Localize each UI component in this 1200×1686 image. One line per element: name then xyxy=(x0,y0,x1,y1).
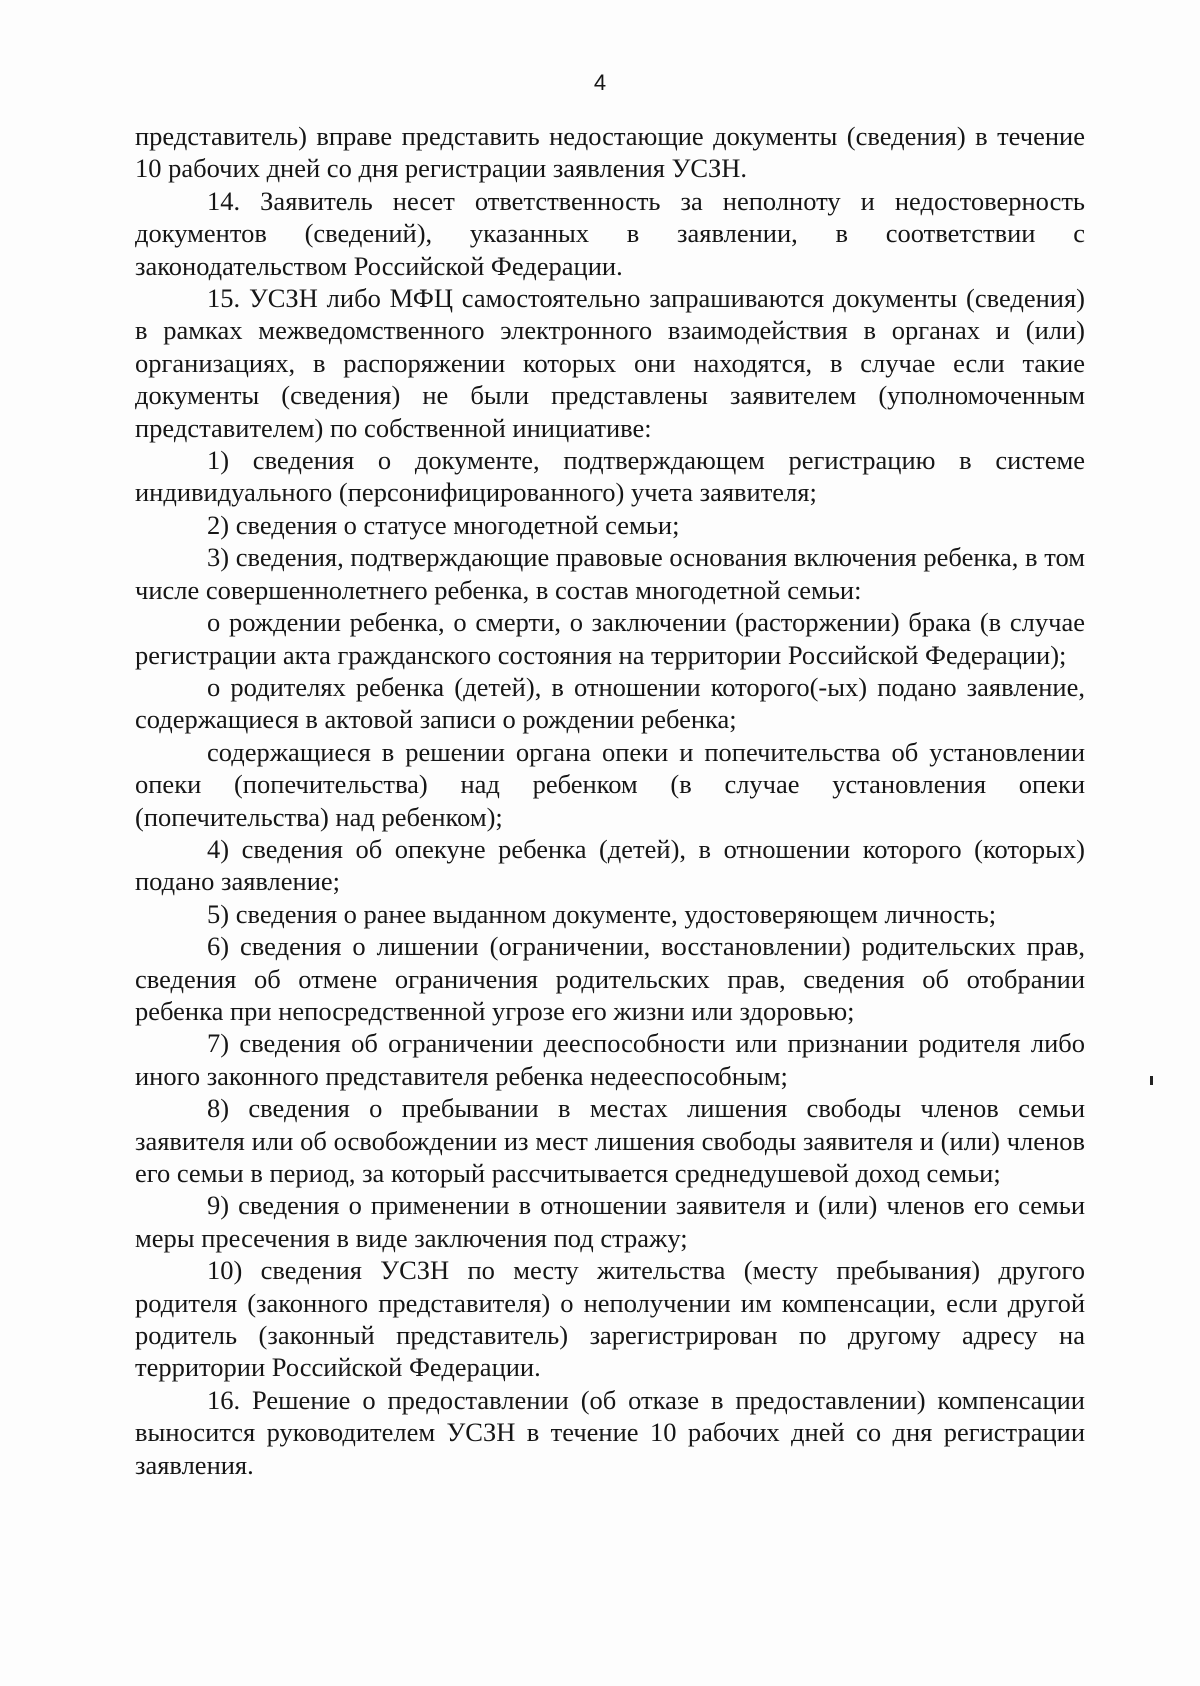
list-item-1: 1) сведения о документе, подтверждающем регистрацию в системе индивидуального (персонифицированного) учета заявителя; xyxy=(135,445,1085,508)
page-number: 4 xyxy=(593,70,607,95)
list-item-3: 3) сведения, подтверждающие правовые основания включения ребенка, в том числе совершеннолетнего ребенка, в состав многодетной семьи: xyxy=(135,542,1085,605)
paragraph-15: 15. УСЗН либо МФЦ самостоятельно запрашиваются документы (сведения) в рамках межведомственного электронного взаимодействия в органах и (или) организациях, в распоряжении которых они находятся, в случае если такие документы (сведения) не были представлены заявителем (уполномоченным представителем) по собственной инициативе: xyxy=(135,283,1085,443)
list-item-5: 5) сведения о ранее выданном документе, удостоверяющем личность; xyxy=(207,898,997,929)
list-item-10: 10) сведения УСЗН по месту жительства (месту пребывания) другого родителя (законного представителя) о неполучении им компенсации, если другой родитель (законный представитель) зарегистрирован по другому адресу на территории Российской Федерации. xyxy=(135,1255,1085,1383)
document-body xyxy=(135,120,1085,1481)
list-item-6: 6) сведения о лишении (ограничении, восстановлении) родительских прав, сведения об отмене ограничения родительских прав, сведения об отобрании ребенка при непосредственной угрозе его жизни или здоровью; xyxy=(135,931,1085,1026)
list-item-3-sub-1: о рождении ребенка, о смерти, о заключении (расторжении) брака (в случае регистрации акта гражданского состояния на территории Российской Федерации); xyxy=(135,607,1085,670)
list-item-9: 9) сведения о применении в отношении заявителя и (или) членов его семьи меры пресечения в виде заключения под стражу; xyxy=(135,1190,1085,1253)
list-item-4: 4) сведения об опекуне ребенка (детей), в отношении которого (которых) подано заявление; xyxy=(135,833,1085,897)
list-item-3-sub-2: о родителях ребенка (детей), в отношении которого(-ых) подано заявление, содержащиеся в актовой записи о рождении ребенка; xyxy=(135,671,1085,735)
list-item-8: 8) сведения о пребывании в местах лишения свободы членов семьи заявителя или об освобождении из мест лишения свободы заявителя и (или) членов его семьи в период, за который рассчитывается среднедушевой доход семьи; xyxy=(135,1093,1085,1188)
list-item-2: 2) сведения о статусе многодетной семьи; xyxy=(207,509,680,540)
list-item-3-sub-3: содержащиеся в решении органа опеки и попечительства об установлении опеки (попечительства) над ребенком (в случае установления опеки (попечительства) над ребенком); xyxy=(135,736,1085,832)
list-item-7: 7) сведения об ограничении дееспособности или признании родителя либо иного законного представителя ребенка недееспособным; xyxy=(135,1028,1085,1091)
paragraph-continuation: представитель) вправе представить недостающие документы (сведения) в течение 10 рабочих дней со дня регистрации заявления УСЗН. xyxy=(135,121,1085,184)
scan-speck xyxy=(1150,1076,1153,1085)
paragraph-14: 14. Заявитель несет ответственность за неполноту и недостоверность документов (сведений), указанных в заявлении, в соответствии с законодательством Российской Федерации. xyxy=(135,185,1085,281)
paragraph-16: 16. Решение о предоставлении (об отказе в предоставлении) компенсации выносится руководителем УСЗН в течение 10 рабочих дней со дня регистрации заявления. xyxy=(135,1384,1085,1480)
